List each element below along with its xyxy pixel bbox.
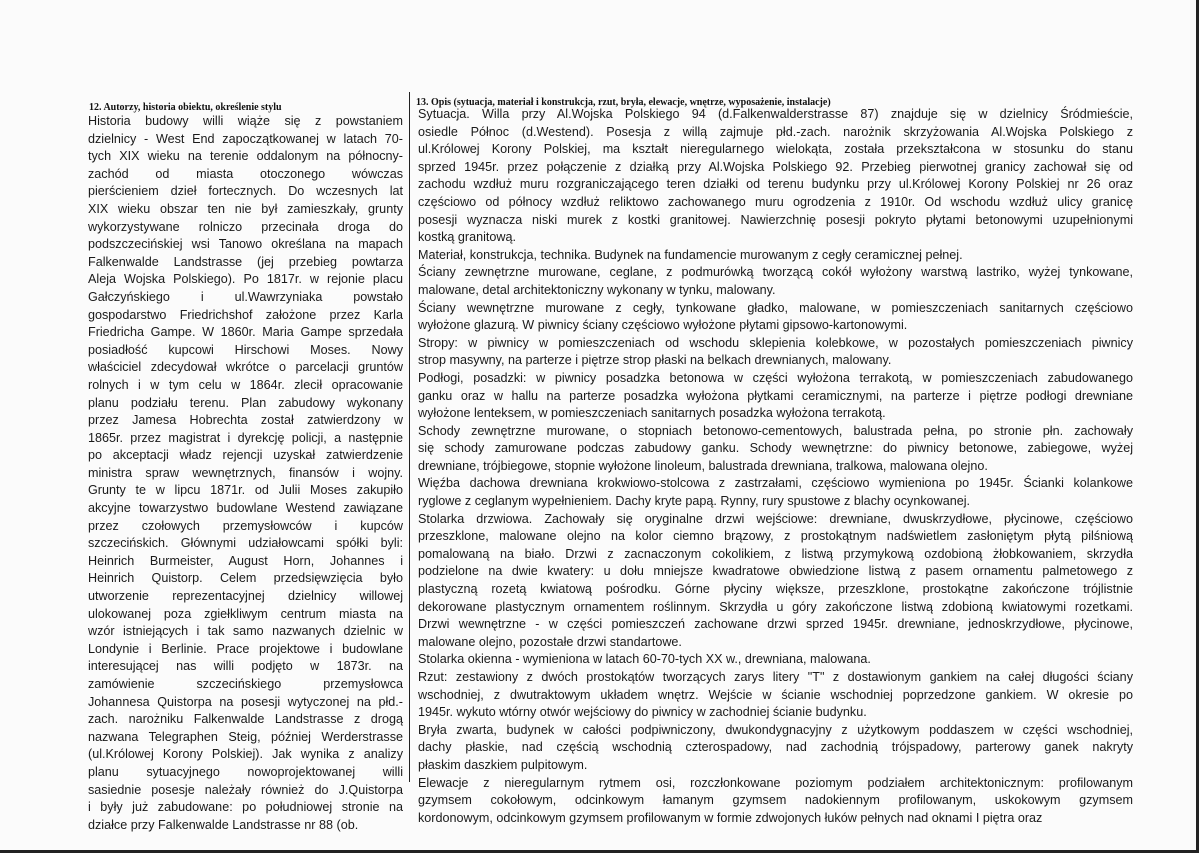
description-text-line: gzymsem cokołowym, odcinkowym łamanym gzymsem nadokiennym profilowanym, uskokowym gzymsem [418,793,1133,808]
description-text-column [418,106,1133,827]
history-text-line: interesującej nas willi podjęto w 1873r. na [88,659,403,674]
description-text-line: 1945r. wykuto wtórny otwór wejściowy do piwnicy w zachodniej ścianie budynku. [418,705,867,720]
description-text-line: strop masywny, na parterze i piętrze strop płaski na belkach drewnianych, malowany. [418,353,892,368]
description-text-line: Materiał, konstrukcja, technika. Budynek na fundamencie murowanym z cegły ceramicznej pełnej. [418,247,963,262]
description-text-line: Drzwi wewnętrzne - w części pomieszczeń zachowane drzwi sprzed 1945r. drewniane, jednoskrzydłowe, płycinowe, [418,617,1133,632]
history-text-line: Heinrich Quistorp. Celem przedsięwzięcia było [88,571,403,586]
history-text-line: Londynie i Berlinie. Prace projektowe i budowlane [88,641,403,656]
description-text-line: Stolarka okienna - wymieniona w latach 60-70-tych XX w., drewniana, malowana. [418,652,871,667]
description-text-line: wyłożone glazurą. W piwnicy ściany częściowo wyłożone płytami gipsowo-kartonowymi. [418,318,908,333]
history-text-line: (ul.Królowej Korony Polskiej). Jak wynika z analizy [88,747,403,762]
history-text-line: XIX wieku obszar ten nie był zamieszkały, grunty [88,201,403,216]
history-text-line: zamówienie szczecińskiego przemysłowca [88,677,403,691]
description-text-line: Elewacje z nieregularnym rytmem osi, rozczłonkowane poziomym podziałem architektonicznym: profilowanym [418,775,1133,790]
history-text-line: Friedricha Gampe. W 1860r. Maria Gampe sprzedała [88,325,403,340]
description-text-line: Stropy: w piwnicy w pomieszczeniach od wschodu sklepienia kolebkowe, w pozostałych pomieszczeniach piwnicy [418,335,1133,350]
description-text-line: częściowo od północy wzdłuż reliktowo zachowanego muru ogrodzenia z 1910r. Od wschodu wzdłuż ulicy granicę [418,194,1133,209]
description-text-line: się schody zamurowane podczas zabudowy ganku. Schody wewnętrzne: do piwnicy betonowe, zabiegowe, wyżej [418,441,1133,456]
description-text-line: dachy płaskie, nad częścią wschodnią czterospadowy, nad zachodnią trójspadowy, parterowy ganek nakryty [418,740,1133,755]
description-text-line: wyłożone lenteksem, w pomieszczeniach sanitarnych posadzka wyłożona terrakotą. [418,406,886,421]
history-text-line: sasiednie posesje należały również do J.Quistorpa [88,782,403,797]
history-text-line: gospodarstwo Friedrichshof założone przez Karla [88,307,403,322]
history-text-line: przez Jamesa Hobrechta został zatwierdzony w [88,413,403,428]
description-text-line: Ściany zewnętrzne murowane, ceglane, z podmurówką tworzącą cokół wyłożony warstwą lastriko, wyżej tynkowane, [418,265,1133,280]
history-text-line: działce przy Falkenwalde Landstrasse nr 88 (ob. [88,817,359,832]
history-text-line: po akceptacji władz rejencji uzyskał zatwierdzenie [88,448,403,463]
description-text-line: Sytuacja. Willa przy Al.Wojska Polskiego 94 (d.Falkenwalderstrasse 87) znajduje się w dzielnicy Śródmieście, [418,107,1133,121]
description-text-line: dekorowane plastycznym ornamentem roślinnym. Skrzydła u góry zakończone listwą zdobioną kwiatowymi rozetkami. [418,599,1133,614]
description-text-line: Stolarka drzwiowa. Zachowały się oryginalne drzwi wejściowe: drewniane, dwuskrzydłowe, płycinowe, częściowo [418,511,1133,526]
description-text-line: płaskim daszkiem pulpitowym. [418,757,588,772]
history-text-line: Johannesa Quistorpa na posesji wytyczonej na płd.- [88,694,403,709]
column-divider [409,92,410,782]
history-text-line: Gałczyńskiego i ul.Wawrzyniaka powstało [88,289,403,304]
history-text-line: 1865r. przez magistrat i dyrekcję policji, a następnie [88,430,403,445]
description-text-line: pomalowaną na biało. Drzwi z zacnaczonym cokolikiem, z listwą przymykową ozdobioną żłobkowaniem, skrzydła [418,546,1133,561]
history-text-line: pierścieniem dzieł fortecznych. Do wczesnych lat [88,184,403,199]
description-text-line: Schody zewnętrzne murowane, o stopniach betonowo-cementowych, balustrada pełna, po stronie płn. zachowały [418,423,1133,438]
history-text-line: ulokowanej poza zgiełkliwym centrum miasta na [88,606,403,621]
description-text-line: zachodu wzdłuż muru rozgraniczającego teren działki od terenu budynku przy ul.Królowej Korony Polskiej nr 26 oraz [418,177,1133,192]
history-text-line: i były już zabudowane: po południowej stronie na [88,800,403,815]
description-text-line: kostką granitową. [418,230,517,245]
history-text-line: Heinrich Burmeister, August Horn, Johannes i [88,553,403,568]
description-text-line: Podłogi, posadzki: w piwnicy posadzka betonowa w części wyłożona terrakotą, w pomieszczeniach zabudowanego [418,370,1133,385]
description-text-line: Więźba dachowa drewniana krokwiowo-stolcowa z zastrzałami, częściowo wymieniona po 1945r. Ścianki kolankowe [418,476,1133,491]
history-text-line: Falkenwalde Landstrasse (jej przebieg powtarza [88,254,403,269]
description-text-line: drewniane, trójbiegowe, stopnie wyłożone linoleum, balustrada drewniana, tralkowa, malowana olejno. [418,458,988,473]
history-text-line: tych XIX wieku na terenie oddalonym na północny- [88,149,403,164]
history-text-line: właściciel zdecydował wkrótce o parcelacji gruntów [88,360,403,375]
description-text-line: osiedle Północ (d.Westend). Posesja z willą zajmuje płd.-zach. narożnik skrzyżowania Al.Wojska Polskiego z [418,124,1133,139]
history-text-line: ministra spraw wewnętrznych, finansów i wojny. [88,465,403,480]
history-text-line: zach. narożniku Falkenwalde Landstrasse z drogą [88,712,403,727]
section-12-heading: 12. Autorzy, historia obiektu, określenie stylu [89,102,282,113]
description-text-line: malowane olejno, pozostałe drzwi standartowe. [418,634,682,649]
history-text-line: Aleja Wojska Polskiego). Po 1817r. w rejonie placu [88,272,403,287]
history-text-line: przez czołowych przemysłowców i kupców [88,518,403,533]
history-text-line: Grunty te w lipcu 1871r. od Julii Moses zakupiło [88,483,403,498]
history-text-line: rolnych i w tym celu w 1864r. zlecił opracowanie [88,377,403,392]
description-text-line: kordonowym, odcinkowym gzymsem profilowanym w formie zdwojonych łuków pełnych nad oknami I piętra oraz [418,810,1043,825]
description-text-line: Rzut: zestawiony z dwóch prostokątów tworzących zarys litery "T" z dostawionym gankiem na całej długości ściany [418,670,1133,684]
description-text-line: wschodniej, z dwutraktowym układem wnętrz. Wejście w ścianie wschodniej poprzedzone gankiem. W okresie po [418,687,1133,702]
description-text-line: podzielone na dwie kwatery: u dołu mniejsze kwadratowe obwiedzione listwą z pasem ornamentu palmetowego z [418,564,1133,579]
history-text-line: nazwana Telegraphen Steig, później Werderstrasse [88,729,403,744]
history-text-column [88,113,403,834]
description-text-line: ul.Królowej Korony Polskiej, ma kształt nieregularnego wielokąta, została przekształcona w stosunku do stanu [418,142,1133,157]
history-text-line: utworzenie reprezentacyjnej dzielnicy willowej [88,589,403,604]
history-text-line: szczecińskich. Głównymi udziałowcami spółki byli: [88,536,403,551]
history-text-line: akcyjne towarzystwo budowlane Westend zawiązane [88,501,403,516]
description-text-line: Ściany wewnętrzne murowane z cegły, tynkowane gładko, malowane, w pomieszczeniach sanitarnych częściowo [418,300,1133,315]
history-text-line: dzielnicy - West End zapoczątkowanej w latach 70- [88,131,403,146]
description-text-line: plastyczną rozetą kwiatową pośrodku. Górne płyciny większe, przeszklone, prostokątne zakończone trójlistnie [418,582,1133,597]
history-text-line: posiadłość kupcowi Hirschowi Moses. Nowy [88,342,403,357]
history-text-line: podszczecińskiej wsi Tanowo określana na mapach [88,237,403,252]
description-text-line: malowane, detal architektoniczny wykonany w tynku, malowany. [418,282,776,297]
history-text-line: planu sytuacyjnego nowoprojektowanej willi [88,764,403,779]
description-text-line: ganku oraz w hallu na parterze posadzka wyłożona płytkami ceramicznymi, na parterze i piętrze podłogi drewniane [418,388,1133,403]
history-text-line: Historia budowy willi wiąże się z powstaniem [88,114,403,128]
description-text-line: Bryła zwarta, budynek w całości podpiwniczony, dwukondygnacyjny z użytkowym poddaszem w części wschodniej, [418,722,1133,737]
description-text-line: przeszklone, malowane olejno na kolor ciemno brązowy, z prostokątnym nadświetlem zasłoniętym płytą pilśniową [418,529,1133,544]
history-text-line: planu podziału terenu. Plan zabudowy wykonany [88,395,403,410]
history-text-line: wzór istniejących i tak samo nazwanych dzielnic w [88,624,403,639]
description-text-line: posesji wyznacza niski murek z kostki granitowej. Nawierzchnię posesji pokryto płytami betonowymi uzupełnionymi [418,212,1133,227]
history-text-line: zachód od miasta otoczonego wówczas [88,166,403,181]
description-text-line: sprzed 1945r. przez połączenie z działką przy Al.Wojska Polskiego 92. Przebieg pierwotnej granicy zachował się od [418,159,1133,174]
history-text-line: wykorzystywane rolniczo przecinała droga do [88,219,403,234]
section-13-heading: 13. Opis (sytuacja, materiał i konstrukcja, rzut, bryła, elewacje, wnętrze, wyposażenie, instalacje) [416,97,831,108]
description-text-line: ryglowe z ceglanym wypełnieniem. Dachy kryte papą. Rynny, rury spustowe z blachy ocynkowanej. [418,494,971,509]
